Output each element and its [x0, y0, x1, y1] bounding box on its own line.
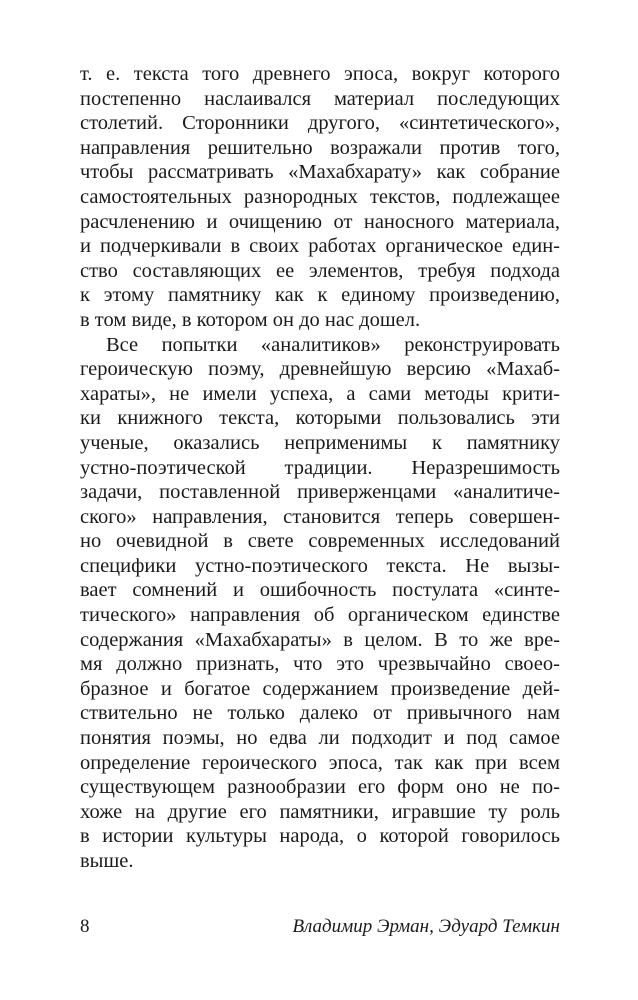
text-line: столетий. Сторонники другого, «синтетического»,	[80, 112, 560, 135]
text-line: ского» направления, становится теперь совершен-	[80, 505, 560, 528]
page-footer	[80, 914, 560, 940]
running-head-authors: Владимир Эрман, Эдуард Темкин	[292, 916, 560, 937]
text-line: постепенно наслаивался материал последующих	[80, 87, 560, 110]
text-line: героическую поэму, древнейшую версию «Махаб-	[80, 358, 560, 381]
text-line: выше.	[80, 850, 134, 872]
text-line: существующем разнообразии его форм оно не по-	[80, 776, 560, 799]
text-line: ство составляющих ее элементов, требуя подхода	[80, 259, 560, 282]
text-line: специфики устно-поэтического текста. Не вызы-	[80, 554, 560, 577]
text-line: хоже на другие его памятники, игравшие ту роль	[80, 800, 560, 823]
page-number: 8	[80, 916, 90, 937]
text-line: направления решительно возражали против того,	[80, 136, 560, 159]
text-line: определение героического эпоса, так как при всем	[80, 751, 560, 774]
body-text	[80, 62, 560, 874]
text-line: самостоятельных разнородных текстов, подлежащее	[80, 185, 560, 208]
text-line: в истории культуры народа, о которой говорилось	[80, 825, 560, 848]
text-line: задачи, поставленной приверженцами «аналитиче-	[80, 481, 560, 504]
text-line: в том виде, в котором он до нас дошел.	[80, 308, 421, 331]
text-line: и подчеркивали в своих работах органическое един-	[80, 235, 560, 258]
text-line: ки книжного текста, которыми пользовались эти	[80, 407, 560, 430]
text-line: хараты», не имели успеха, а сами методы крити-	[80, 382, 560, 405]
text-line: к этому памятнику как к единому произведению,	[80, 284, 560, 307]
text-line: мя должно признать, что это чрезвычайно своео-	[80, 653, 560, 676]
text-line: содержания «Махабхараты» в целом. В то же вре-	[80, 628, 560, 651]
text-line: понятия поэмы, но едва ли подходит и под самое	[80, 727, 560, 750]
text-line: устно-поэтической традиции. Неразрешимость	[80, 456, 560, 479]
text-line: но очевидной в свете современных исследований	[80, 530, 560, 553]
text-line: тического» направления об органическом единстве	[80, 604, 560, 627]
text-line: ученые, оказались неприменимы к памятнику	[80, 431, 560, 454]
text-line: ствительно не только далеко от привычного нам	[80, 702, 560, 725]
text-line: Все попытки «аналитиков» реконструировать	[106, 333, 560, 356]
text-line: бразное и богатое содержанием произведение дей-	[80, 677, 560, 700]
text-line: вает сомнений и ошибочность постулата «синте-	[80, 579, 560, 602]
text-line: т. е. текста того древнего эпоса, вокруг которого	[80, 63, 560, 85]
text-line: расчленению и очищению от наносного материала,	[80, 210, 560, 233]
text-line: чтобы рассматривать «Махабхарату» как собрание	[80, 161, 560, 184]
